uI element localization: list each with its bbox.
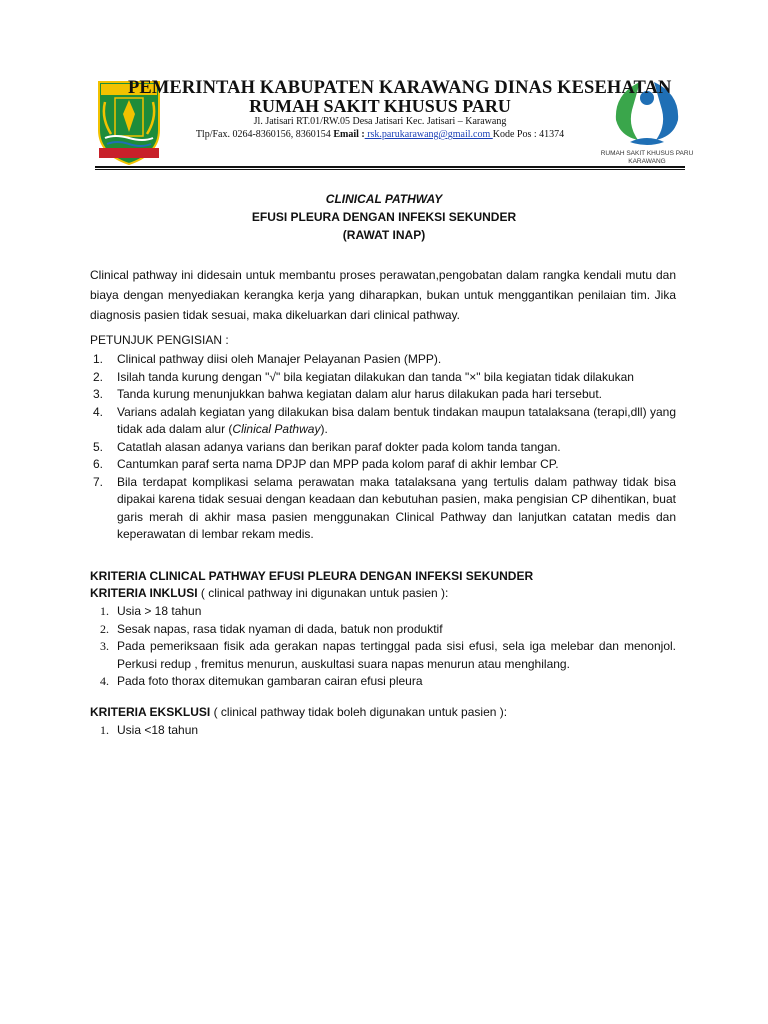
- petunjuk-heading: PETUNJUK PENGISIAN :: [90, 333, 229, 347]
- list-item: [90, 638, 676, 673]
- letterhead-email-label: Email :: [333, 129, 365, 140]
- list-text: Isilah tanda kurung dengan "√" bila kegiatan dilakukan dan tanda "×" bila kegiatan tidak dilakukan: [117, 369, 634, 384]
- eksklusi-note: ( clinical pathway tidak boleh digunakan untuk pasien ):: [210, 705, 508, 719]
- list-text: Clinical pathway diisi oleh Manajer Pelayanan Pasien (MPP).: [117, 352, 442, 366]
- list-number: 1.: [100, 604, 109, 618]
- list-text: Catatlah alasan adanya varians dan berikan paraf dokter pada kolom tanda tangan.: [117, 439, 561, 454]
- list-item: [90, 673, 676, 691]
- list-text: Pada foto thorax ditemukan gambaran cairan efusi pleura: [117, 674, 423, 688]
- list-text: Cantumkan paraf serta nama DPJP dan MPP pada kolom paraf di akhir lembar CP.: [117, 457, 559, 471]
- list-text: Usia > 18 tahun: [117, 604, 202, 618]
- list-text: Varians adalah kegiatan yang dilakukan bisa dalam bentuk tindakan maupun tatalaksana (terapi,dll) yang tidak ada dalam alur (: [117, 404, 676, 436]
- list-text: Bila terdapat komplikasi selama perawatan maka tatalaksana yang tertulis dalam pathway tidak bisa dipakai karena tidak sesuai dengan keadaan dan kebutuhan pasien, maka pengisian CP dihentikan, buat garis merah di akhir masa pasien menggunakan Clinical Pathway dan lanjutkan catatan medis dan keperawatan di lembar rekam medis.: [117, 474, 676, 541]
- list-text-italic: Clinical Pathway: [232, 422, 321, 436]
- letterhead-divider-thick: [95, 166, 685, 168]
- list-number: 2.: [100, 621, 109, 636]
- list-item: [90, 474, 676, 544]
- eksklusi-heading: [90, 705, 507, 719]
- letterhead-phone: Tlp/Fax. 0264-8360156, 8360154: [195, 129, 334, 140]
- eksklusi-label: KRITERIA EKSKLUSI: [90, 705, 211, 719]
- list-text: Pada pemeriksaan fisik ada gerakan napas tertinggal pada sisi efusi, sela iga melebar dan menonjol. Perkusi redup , fremitus menurun, auskultasi suara napas menurun atau menghilang.: [117, 639, 676, 671]
- list-item: [90, 603, 676, 621]
- letterhead-government-line: PEMERINTAH KABUPATEN KARAWANG DINAS KESEHATAN: [128, 78, 672, 98]
- list-text: Usia <18 tahun: [117, 723, 199, 737]
- intro-paragraph: Clinical pathway ini didesain untuk membantu proses perawatan,pengobatan dalam rangka kendali mutu dan biaya dengan menyediakan kerangka kerja yang diharapkan, bukan untuk menggantikan penilaian tim. Jika diagnosis pasien tidak sesuai, maka dikeluarkan dari clinical pathway.: [90, 268, 676, 322]
- list-item: [90, 351, 676, 369]
- list-text: Sesak napas, rasa tidak nyaman di dada, batuk non produktif: [117, 621, 443, 636]
- list-text: Tanda kurung menunjukkan bahwa kegiatan dalam alur harus dilakukan pada hari tersebut.: [117, 387, 602, 401]
- list-item: [90, 369, 676, 387]
- doc-subtitle: EFUSI PLEURA DENGAN INFEKSI SEKUNDER: [251, 210, 517, 224]
- list-number: 1.: [93, 352, 104, 366]
- inklusi-heading: [90, 586, 448, 600]
- list-item: [90, 439, 676, 457]
- letterhead-contact: [150, 129, 610, 140]
- letterhead-email-link[interactable]: rsk.parukarawang@gmail.com: [364, 129, 493, 140]
- list-number: 1.: [100, 723, 109, 737]
- list-number: 4.: [93, 404, 104, 419]
- list-number: 2.: [93, 369, 104, 384]
- logo-caption-1: RUMAH SAKIT KHUSUS PARU: [600, 150, 694, 157]
- doc-subtitle-care-type: (RAWAT INAP): [342, 228, 426, 242]
- list-text: ).: [320, 422, 328, 436]
- inklusi-list: [90, 603, 676, 691]
- petunjuk-list: [90, 351, 676, 544]
- list-item: [90, 722, 676, 740]
- list-item: [90, 386, 676, 404]
- letterhead-hospital-name: RUMAH SAKIT KHUSUS PARU: [249, 96, 511, 116]
- list-item: [90, 621, 676, 639]
- list-number: 3.: [93, 387, 104, 401]
- letterhead-postcode: Kode Pos : 41374: [492, 129, 565, 140]
- eksklusi-list: [90, 722, 676, 740]
- inklusi-note: ( clinical pathway ini digunakan untuk pasien ):: [197, 586, 449, 600]
- logo-caption-2: KARAWANG: [628, 158, 666, 165]
- list-item: [90, 456, 676, 474]
- list-number: 7.: [93, 474, 104, 489]
- list-item: [90, 404, 676, 439]
- list-number: 5.: [93, 439, 104, 454]
- doc-title: CLINICAL PATHWAY: [325, 192, 443, 206]
- letterhead-divider-thin: [95, 169, 685, 170]
- letterhead-address: Jl. Jatisari RT.01/RW.05 Desa Jatisari Kec. Jatisari – Karawang: [253, 116, 507, 127]
- list-number: 6.: [93, 457, 104, 471]
- list-number: 4.: [100, 674, 109, 688]
- kriteria-heading: KRITERIA CLINICAL PATHWAY EFUSI PLEURA DENGAN INFEKSI SEKUNDER: [90, 569, 534, 583]
- list-number: 3.: [100, 639, 109, 653]
- inklusi-label: KRITERIA INKLUSI: [90, 586, 198, 600]
